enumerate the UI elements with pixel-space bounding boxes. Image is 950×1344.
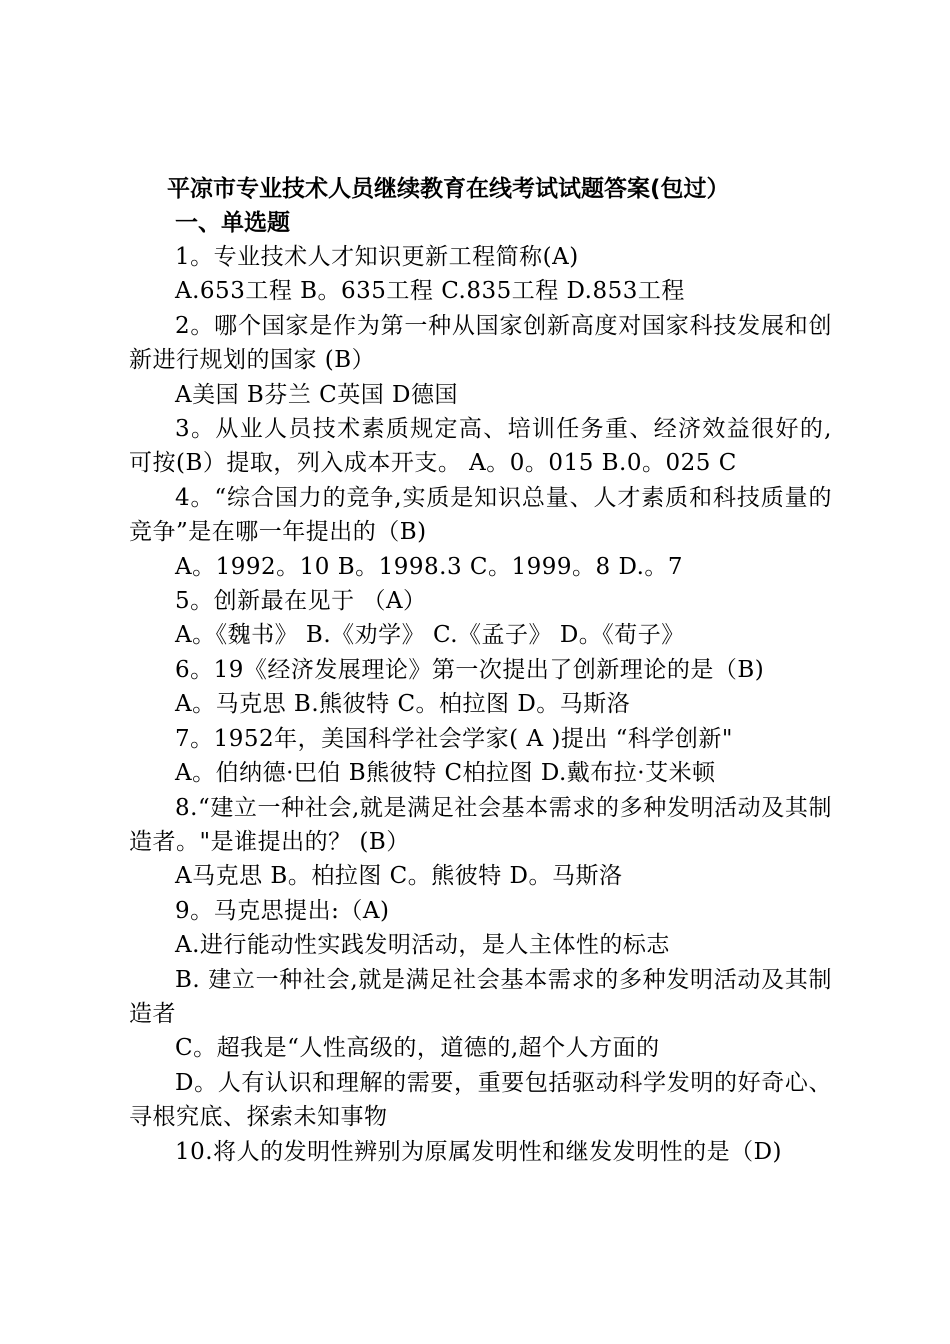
question-5-options: A。《魏书》 B.《劝学》 C.《孟子》 D。《荀子》 — [175, 622, 685, 649]
question-2: 2。哪个国家是作为第一种从国家创新高度对国家科技发展和创新进行规划的国家 (B） — [129, 312, 832, 374]
question-3: 3。从业人员技术素质规定高、培训任务重、经济效益很好的,可按(B）提取，列入成本开支。 A。0。015 B.0。025 C — [129, 416, 832, 477]
question-4: 4。“综合国力的竞争,实质是知识总量、人才素质和科技质量的竞争”是在哪一年提出的（B) — [129, 484, 832, 546]
question-9-option-a: A.进行能动性实践发明活动，是人主体性的标志 — [175, 932, 670, 959]
document-body — [129, 172, 832, 1169]
question-6: 6。19《经济发展理论》第一次提出了创新理论的是（B) — [175, 656, 765, 683]
question-8-options: A马克思 B。柏拉图 C。熊彼特 D。马斯洛 — [175, 863, 623, 890]
question-1: 1。专业技术人才知识更新工程简称(A) — [175, 244, 579, 270]
question-9-option-d: D。人有认识和理解的需要，重要包括驱动科学发明的好奇心、寻根究底、探索未知事物 — [129, 1069, 832, 1131]
question-5: 5。创新最在见于 （A） — [175, 588, 427, 615]
question-9-option-c: C。超我是“人性高级的，道德的,超个人方面的 — [175, 1035, 660, 1062]
question-2-options: A美国 B芬兰 C英国 D德国 — [175, 381, 458, 408]
question-4-options: A。1992。10 B。1998.3 C。1999。8 D.。7 — [175, 553, 684, 580]
question-8: 8.“建立一种社会,就是满足社会基本需求的多种发明活动及其制造者。"是谁提出的？ (B） — [129, 794, 832, 855]
section-heading: 一、单选题 — [175, 210, 290, 236]
question-9-option-b: B. 建立一种社会,就是满足社会基本需求的多种发明活动及其制造者 — [129, 966, 832, 1027]
question-10: 10.将人的发明性辨别为原属发明性和继发发明性的是（D) — [175, 1138, 782, 1165]
question-6-options: A。马克思 B.熊彼特 C。柏拉图 D。马斯洛 — [175, 691, 631, 718]
question-1-options: A.653工程 B。635工程 C.835工程 D.853工程 — [175, 278, 685, 305]
document-title: 平凉市专业技术人员继续教育在线考试试题答案(包过） — [167, 176, 730, 202]
question-7-options: A。伯纳德·巴伯 B熊彼特 C柏拉图 D.戴布拉·艾米顿 — [175, 760, 716, 787]
question-9: 9。马克思提出:（A) — [175, 897, 390, 924]
question-7: 7。1952年，美国科学社会学家( A )提出 “科学创新" — [175, 725, 733, 752]
